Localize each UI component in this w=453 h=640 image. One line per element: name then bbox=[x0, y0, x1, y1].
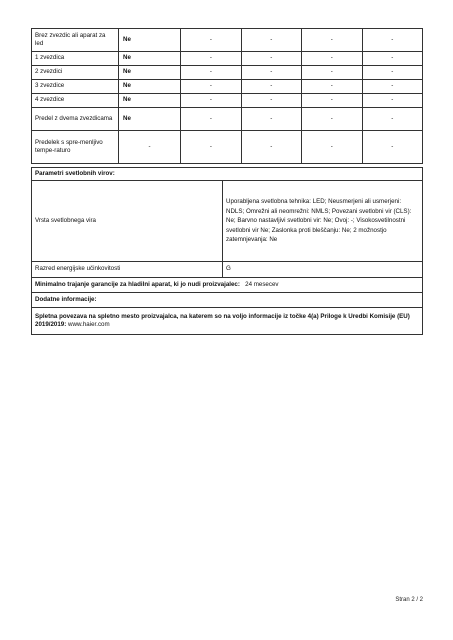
row-value: - bbox=[181, 108, 241, 131]
table-row bbox=[32, 80, 423, 94]
table-row bbox=[32, 131, 423, 164]
row-value: - bbox=[181, 52, 241, 66]
compartment-rating-table bbox=[31, 28, 423, 164]
row-label: 1 zvezdica bbox=[32, 52, 119, 66]
table-row bbox=[32, 181, 423, 262]
row-value: - bbox=[241, 80, 301, 94]
row-value: - bbox=[302, 52, 362, 66]
row-value: - bbox=[302, 80, 362, 94]
row-value: - bbox=[302, 66, 362, 80]
row-label: 4 zvezdice bbox=[32, 94, 119, 108]
row-value: Ne bbox=[118, 29, 180, 52]
row-label: Predel z dvema zvezdicama bbox=[32, 108, 119, 131]
table-row bbox=[32, 168, 423, 181]
weblink-value[interactable]: www.haier.com bbox=[68, 321, 110, 328]
warranty-label: Minimalno trajanje garancije za hladilni aparat, ki jo nudi proizvajalec: bbox=[35, 280, 240, 288]
row-value: - bbox=[241, 29, 301, 52]
row-value: - bbox=[181, 131, 241, 164]
info-table-body bbox=[32, 168, 423, 335]
table-row bbox=[32, 94, 423, 108]
energy-class-value: G bbox=[223, 262, 423, 278]
light-source-type-label: Vrsta svetlobnega vira bbox=[32, 181, 223, 262]
row-value: - bbox=[241, 52, 301, 66]
energy-class-label: Razred energijske učinkovitosti bbox=[32, 262, 223, 278]
row-value: - bbox=[362, 94, 422, 108]
row-value: - bbox=[362, 108, 422, 131]
page-number: Stran 2 / 2 bbox=[395, 597, 423, 603]
row-value: - bbox=[241, 131, 301, 164]
row-value: - bbox=[302, 108, 362, 131]
warranty-cell bbox=[32, 278, 423, 293]
product-info-table bbox=[31, 167, 423, 335]
row-value: - bbox=[181, 66, 241, 80]
row-label: Predelek s spre-menljivo tempe-raturo bbox=[32, 131, 119, 164]
light-source-type-text: Uporabljena svetlobna tehnika: LED; Neusmerjeni ali usmerjeni: NDLS; Omrežni ali neomrežni: NMLS; Povezani svetlobni vir (CLS): Ne; Barvno nastavljivi svetlobni vir: Ne; Ovoj: -; Visokosvetilnostni svetlobni vir Ne; Zaslonka proti bleščanju: Ne; 2 možnostjo zatemnjevanja: Ne bbox=[226, 197, 412, 244]
row-value: Ne bbox=[118, 52, 180, 66]
row-value: - bbox=[241, 108, 301, 131]
row-value: - bbox=[181, 94, 241, 108]
row-value: - bbox=[181, 80, 241, 94]
table-row bbox=[32, 29, 423, 52]
row-label: 2 zvezdici bbox=[32, 66, 119, 80]
warranty-value-text: 24 mesecev bbox=[245, 280, 279, 288]
table-row bbox=[32, 262, 423, 278]
row-value: - bbox=[118, 131, 180, 164]
row-value: - bbox=[362, 29, 422, 52]
rating-table-body bbox=[32, 29, 423, 164]
row-value: - bbox=[302, 94, 362, 108]
additional-info-heading: Dodatne informacije: bbox=[32, 293, 423, 308]
row-value: - bbox=[362, 52, 422, 66]
light-source-heading: Parametri svetlobnih virov: bbox=[32, 168, 423, 181]
row-value: Ne bbox=[118, 66, 180, 80]
row-value: - bbox=[241, 94, 301, 108]
table-row bbox=[32, 278, 423, 293]
row-value: Ne bbox=[118, 108, 180, 131]
row-value: - bbox=[362, 80, 422, 94]
light-source-type-value bbox=[223, 181, 423, 262]
row-value: - bbox=[302, 131, 362, 164]
row-value: - bbox=[362, 131, 422, 164]
row-label: 3 zvezdice bbox=[32, 80, 119, 94]
row-value: Ne bbox=[118, 80, 180, 94]
weblink-cell bbox=[32, 308, 423, 335]
warranty-value bbox=[242, 281, 279, 288]
table-row bbox=[32, 108, 423, 131]
row-value: - bbox=[362, 66, 422, 80]
table-row bbox=[32, 308, 423, 335]
row-value: Ne bbox=[118, 94, 180, 108]
row-value: - bbox=[181, 29, 241, 52]
table-row bbox=[32, 52, 423, 66]
row-value: - bbox=[302, 29, 362, 52]
table-row bbox=[32, 66, 423, 80]
row-value: - bbox=[241, 66, 301, 80]
row-label: Brez zvezdic ali aparat za led bbox=[32, 29, 119, 52]
weblink-label: Spletna povezava na spletno mesto proizvajalca, na katerem so na voljo informacije iz točke 4(a) Priloge k Uredbi Komisije (EU) 2019/2019: bbox=[35, 312, 410, 328]
table-row bbox=[32, 293, 423, 308]
